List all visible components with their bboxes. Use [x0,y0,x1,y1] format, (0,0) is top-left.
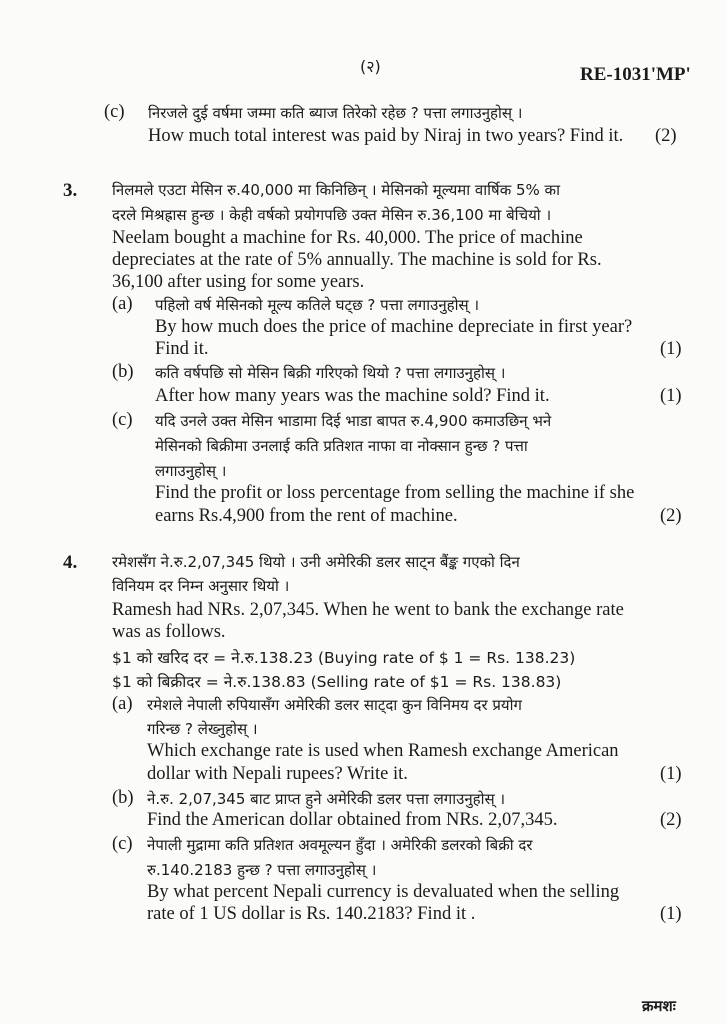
question-text-english: earns Rs.4,900 from the rent of machine. [155,506,458,526]
continued-label: क्रमशः [642,997,676,1015]
marks: (1) [660,764,682,784]
subquestion-label: (b) [112,362,134,382]
page-number: (२) [360,57,381,76]
question-text-english: How much total interest was paid by Niraj in two years? Find it. [148,126,624,146]
question-text-nepali: नेपाली मुद्रामा कति प्रतिशत अवमूल्यन हुँदा । अमेरिकी डलरको बिक्री दर [147,836,533,854]
buying-rate: $1 को खरिद दर = ने.रु.138.23 (Buying rate of $ 1 = Rs. 138.23) [112,649,576,667]
marks: (2) [660,810,682,830]
subquestion-label: (c) [112,834,133,854]
question-text-nepali: रमेशले नेपाली रुपियासँग अमेरिकी डलर साट्दा कुन विनिमय दर प्रयोग [147,696,522,714]
question-text-english: Find the profit or loss percentage from selling the machine if she [155,483,635,503]
question-text-nepali: कति वर्षपछि सो मेसिन बिक्री गरिएको थियो ? पत्ता लगाउनुहोस् । [155,364,506,382]
question-text-nepali: गरिन्छ ? लेख्नुहोस् । [147,720,258,738]
subquestion-label: (a) [112,694,133,714]
subquestion-label: (c) [104,102,125,122]
question-text-nepali: ने.रु. 2,07,345 बाट प्राप्त हुने अमेरिकी डलर पत्ता लगाउनुहोस् । [147,790,506,808]
question-text-english: Find it. [155,339,209,359]
marks: (1) [660,386,682,406]
question-text-nepali: रु.140.2183 हुन्छ ? पत्ता लगाउनुहोस् । [147,861,377,879]
question-text-english: dollar with Nepali rupees? Write it. [147,764,408,784]
intro-nepali-line: रमेशसँग ने.रु.2,07,345 थियो । उनी अमेरिकी डलर साट्न बैंङ्क गएको दिन [112,553,520,571]
intro-english-line: 36,100 after using for some years. [112,272,365,292]
selling-rate: $1 को बिक्रीदर = ने.रु.138.83 (Selling rate of $1 = Rs. 138.83) [112,673,562,691]
subquestion-label: (c) [112,410,133,430]
question-text-nepali: मेसिनको बिक्रीमा उनलाई कति प्रतिशत नाफा वा नोक्सान हुन्छ ? पत्ता [155,437,528,455]
question-text-english: By how much does the price of machine depreciate in first year? [155,317,633,337]
paper-code: RE-1031'MP' [580,64,691,85]
marks: (2) [660,506,682,526]
question-text-nepali: यदि उनले उक्त मेसिन भाडामा दिई भाडा बापत रु.4,900 कमाउछिन् भने [155,412,552,430]
intro-english-line: Ramesh had NRs. 2,07,345. When he went to bank the exchange rate [112,600,624,620]
marks: (1) [660,904,682,924]
question-text-nepali: लगाउनुहोस् । [155,462,227,480]
question-text-english: By what percent Nepali currency is devaluated when the selling [147,882,620,902]
question-text-english: Find the American dollar obtained from NRs. 2,07,345. [147,810,558,830]
subquestion-label: (a) [112,294,133,314]
question-text-english: rate of 1 US dollar is Rs. 140.2183? Find it . [147,904,476,924]
subquestion-label: (b) [112,788,134,808]
question-number: 3. [63,180,78,201]
question-text-english: After how many years was the machine sold? Find it. [155,386,550,406]
intro-english-line: depreciates at the rate of 5% annually. The machine is sold for Rs. [112,250,602,270]
intro-nepali-line: निलमले एउटा मेसिन रु.40,000 मा किनिछिन् । मेसिनको मूल्यमा वार्षिक 5% का [112,181,560,199]
question-text-nepali: पहिलो वर्ष मेसिनको मूल्य कतिले घट्छ ? पत्ता लगाउनुहोस् । [155,296,480,314]
marks: (2) [655,126,677,146]
question-number: 4. [63,552,78,573]
question-text-nepali: निरजले दुई वर्षमा जम्मा कति ब्याज तिरेको रहेछ ? पत्ता लगाउनुहोस् । [148,104,523,122]
intro-nepali-line: विनियम दर निम्न अनुसार थियो । [112,577,290,595]
marks: (1) [660,339,682,359]
intro-english-line: was as follows. [112,622,226,642]
intro-english-line: Neelam bought a machine for Rs. 40,000. The price of machine [112,228,583,248]
question-text-english: Which exchange rate is used when Ramesh exchange American [147,741,619,761]
intro-nepali-line: दरले मिश्रह्रास हुन्छ । केही वर्षको प्रयोगपछि उक्त मेसिन रु.36,100 मा बेचियो । [112,206,552,224]
